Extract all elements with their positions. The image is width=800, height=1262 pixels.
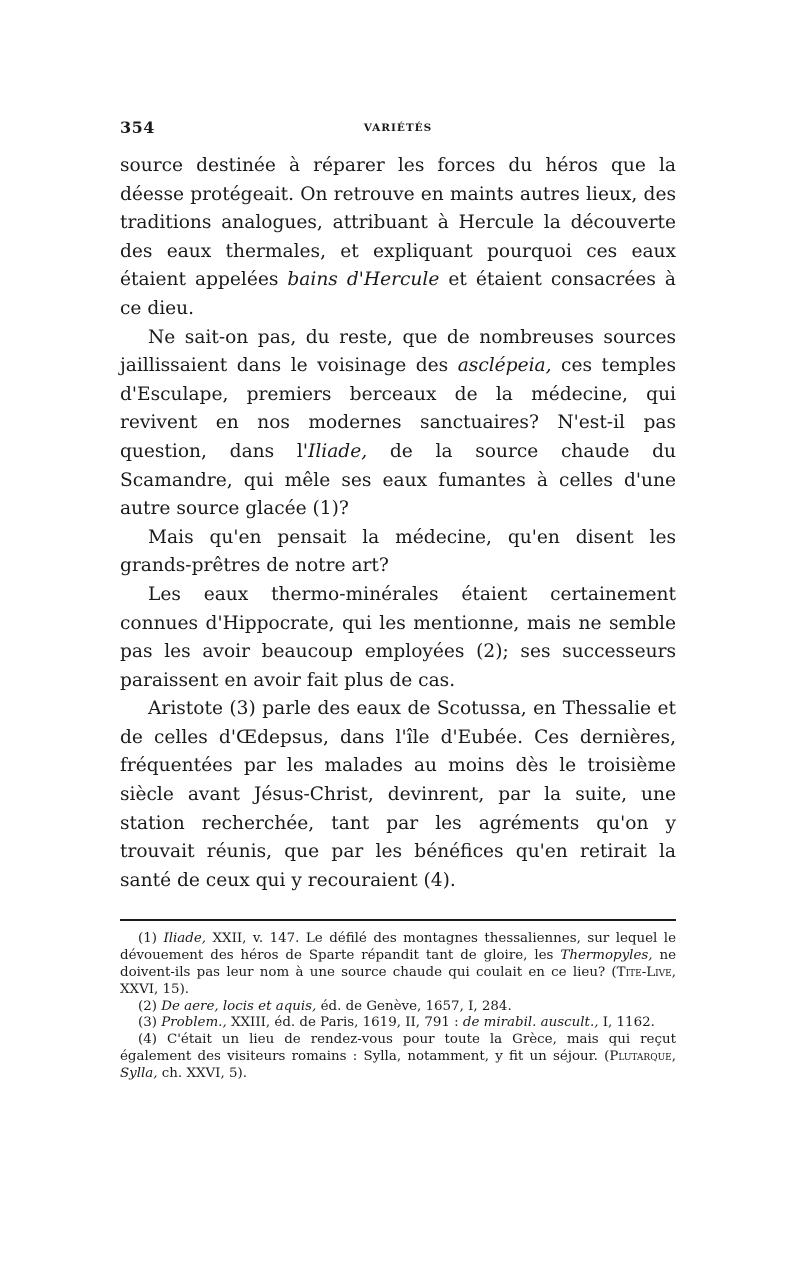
p2-italic-iliade: Iliade,	[307, 440, 368, 462]
footnote-3-text-c: I, 1162.	[598, 1015, 655, 1031]
paragraph-5: Aristote (3) parle des eaux de Scotussa, en Thessalie et de celles d'Œdepsus, dans l'île d'Eubée. Ces dernières, fréquentées par les malades au moins dès le troisième siècle avant Jésus-Christ, devinrent, par la suite, une station recherchée, tant par les agréments qu'on y trouvait réunis, que par les bénéfices qu'en retirait la santé de ceux qui y recouraient (4).	[120, 698, 676, 891]
p2-text-a: Ne sait-on pas, du reste, que de nombreuses sources jaillissaient dans le voisinage des	[120, 326, 676, 377]
footnote-3-text-a: XXIII, éd. de Paris, 1619, II, 791 :	[226, 1015, 463, 1031]
p1-italic-bains: bains d'Hercule	[287, 269, 440, 291]
footnote-1-text-e: XXVI, 15).	[120, 981, 190, 997]
footnote-1-text-a: XXII, v. 147. Le défilé des montagnes thessaliennes, sur lequel le dévouement des héros de Sparte répandit tant de gloire, les	[120, 931, 676, 964]
footnote-4-number: (4)	[138, 1032, 167, 1048]
footnote-rule	[120, 919, 676, 921]
footnote-3-number: (3)	[138, 1015, 162, 1031]
footnote-2-number: (2)	[138, 998, 162, 1014]
running-head	[120, 118, 676, 144]
p2-text-c: ces temples d'Esculape, premiers berceaux de la médecine, qui revivent en nos modernes sanctuaires? N'est-il pas question, dans l'	[120, 355, 676, 462]
footnote-2-text-a: éd. de Genève, 1657, I, 284.	[316, 998, 512, 1014]
paragraph-4: Les eaux thermo-minérales étaient certainement connues d'Hippocrate, qui les mentionne, mais ne semble pas les avoir beaucoup employées (2); ses successeurs paraissent en avoir fait plus de cas.	[120, 583, 676, 691]
footnote-1-number: (1)	[138, 931, 164, 947]
section-title: VARIÉTÉS	[363, 122, 433, 134]
footnote-1-title: Iliade,	[163, 931, 207, 947]
footnote-1	[120, 931, 676, 998]
footnote-1-text-c: ne doivent-ils pas leur nom à une source chaude qui coulait en ce lieu? (	[120, 948, 677, 981]
p2-text-e: de la source chaude du Scamandre, qui mêle ses eaux fumantes à celles d'une autre source glacée (1)?	[120, 440, 676, 520]
footnote-2-title: De aere, locis et aquis,	[161, 998, 317, 1014]
footnote-3	[120, 1015, 676, 1032]
footnotes	[120, 931, 676, 1082]
footnote-3-italic-mirabil: de mirabil. auscult.,	[462, 1015, 599, 1031]
paragraph-2	[120, 324, 676, 524]
p1-text-a: source destinée à réparer les forces du héros que la déesse protégeait. On retrouve en maints autres lieux, des traditions analogues, attribuant à Hercule la découverte des eaux thermales, et expliquant pourquoi ces eaux étaient appelées	[120, 155, 676, 291]
footnote-4	[120, 1032, 676, 1082]
footnote-2	[120, 999, 676, 1016]
footnote-1-author: Tite-Live,	[616, 965, 676, 981]
book-page	[120, 118, 676, 1083]
footnote-4-italic-sylla: Sylla,	[120, 1065, 158, 1081]
footnote-4-author: Plutarque,	[609, 1049, 676, 1065]
p1-text-c: et étaient consacrées à ce dieu.	[120, 269, 676, 319]
paragraph-3: Mais qu'en pensait la médecine, qu'en disent les grands-prêtres de notre art?	[120, 526, 676, 577]
paragraph-1	[120, 152, 676, 324]
page-number: 354	[120, 118, 155, 137]
footnote-4-text-a: C'était un lieu de rendez-vous pour toute la Grèce, mais qui reçut également des visiteurs romains : Sylla, notamment, y fit un séjour. (	[120, 1032, 676, 1065]
footnote-1-italic-thermopyles: Thermopyles,	[560, 948, 653, 964]
p2-italic-asclepeia: asclépeia,	[457, 355, 552, 377]
footnote-3-title: Problem.,	[161, 1015, 227, 1031]
footnote-4-text-e: ch. XXVI, 5).	[157, 1065, 247, 1081]
main-text	[120, 152, 676, 895]
